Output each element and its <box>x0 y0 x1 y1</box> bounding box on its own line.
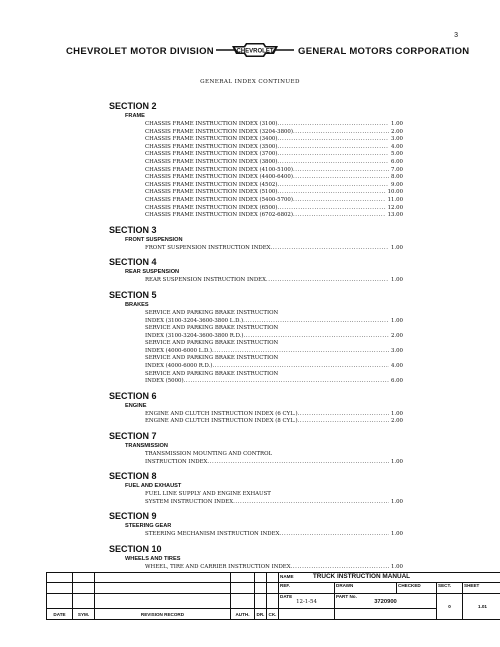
index-entry-line: TRANSMISSION MOUNTING AND CONTROL <box>145 451 273 458</box>
index-entry-title: CHASSIS FRAME INSTRUCTION INDEX (4400-6400) <box>145 174 293 181</box>
index-entry <box>145 333 403 341</box>
index-entry-number: 10.00 <box>387 189 403 196</box>
index-entry-title: CHASSIS FRAME INSTRUCTION INDEX (3400) <box>145 136 278 143</box>
sheet-value: 1.01 <box>463 594 500 620</box>
leader-dots <box>277 182 389 190</box>
index-entry-number: 5.00 <box>390 151 403 158</box>
section-heading: SECTION 8 <box>109 471 157 482</box>
index-entry <box>145 418 403 426</box>
index-entry-number: 1.00 <box>390 564 403 570</box>
index-entry <box>145 197 403 205</box>
leader-dots <box>277 205 385 213</box>
chevrolet-bowtie-logo <box>216 42 294 58</box>
index-entry <box>145 348 403 356</box>
sheet-label: SHEET <box>464 582 480 588</box>
leader-dots <box>293 129 389 137</box>
section-subheading: REAR SUSPENSION <box>125 269 180 276</box>
leader-dots <box>293 197 386 205</box>
index-entry-number: 1.00 <box>390 458 403 465</box>
page-number: 3 <box>454 32 458 39</box>
index-entry <box>145 363 403 371</box>
index-entry <box>145 459 403 467</box>
section-heading: SECTION 4 <box>109 257 157 268</box>
section-subheading: FRONT SUSPENSION <box>125 236 183 243</box>
index-entry-title: INDEX (4000-6000 R.D.) <box>145 363 213 370</box>
leader-dots <box>212 348 389 356</box>
index-entry <box>145 564 403 572</box>
index-entry <box>145 189 403 197</box>
index-entry-line: SERVICE AND PARKING BRAKE INSTRUCTION <box>145 340 279 347</box>
index-entry-title: CHASSIS FRAME INSTRUCTION INDEX (3204-3800) <box>145 128 293 135</box>
index-entry <box>145 499 403 507</box>
corporation-name: GENERAL MOTORS CORPORATION <box>298 46 470 57</box>
part-number: 3720900 <box>374 599 397 606</box>
index-entry-number: 9.00 <box>390 181 403 188</box>
index-entry-number: 4.00 <box>390 143 403 150</box>
bottom-date-label: DATE <box>47 609 73 620</box>
index-entry-title: STEERING MECHANISM INSTRUCTION INDEX <box>145 531 280 538</box>
date-value: 12-1-54 <box>296 599 317 606</box>
index-entry-number: 1.00 <box>390 244 403 251</box>
section-subheading: FUEL AND EXHAUST <box>125 483 182 490</box>
index-entry <box>145 318 403 326</box>
name-label: NAME <box>280 574 294 579</box>
index-entry-line: FUEL LINE SUPPLY AND ENGINE EXHAUST <box>145 491 271 498</box>
index-entry-line: SERVICE AND PARKING BRAKE INSTRUCTION <box>145 325 279 332</box>
division-name: CHEVROLET MOTOR DIVISION <box>66 46 214 57</box>
index-entry <box>145 136 403 144</box>
section-subheading: FRAME <box>125 113 145 119</box>
section-heading: SECTION 6 <box>109 390 157 401</box>
index-entry-title: CHASSIS FRAME INSTRUCTION INDEX (5100) <box>145 189 278 196</box>
page-header <box>0 42 500 60</box>
index-entry-line: SERVICE AND PARKING BRAKE INSTRUCTION <box>145 355 279 362</box>
index-content <box>109 101 409 572</box>
part-label: PART No. <box>336 594 357 600</box>
index-entry-line: SERVICE AND PARKING BRAKE INSTRUCTION <box>145 309 279 316</box>
section-heading: SECTION 3 <box>109 224 157 235</box>
index-entry-line: SERVICE AND PARKING BRAKE INSTRUCTION <box>145 370 279 377</box>
index-entry-number: 2.00 <box>390 418 403 425</box>
manual-name: TRUCK INSTRUCTION MANUAL <box>312 573 411 580</box>
index-entry-title: CHASSIS FRAME INSTRUCTION INDEX (3800) <box>145 158 278 165</box>
index-entry-title: FRONT SUSPENSION INSTRUCTION INDEX <box>145 244 271 251</box>
index-entry-title: CHASSIS FRAME INSTRUCTION INDEX (3500) <box>145 143 278 150</box>
ck-label: CK. <box>267 609 279 620</box>
leader-dots <box>244 333 389 341</box>
auth-label: AUTH. <box>231 609 255 620</box>
checked-label: CHECKED <box>398 582 421 588</box>
index-entry-title: CHASSIS FRAME INSTRUCTION INDEX (5400-5700) <box>145 196 293 203</box>
index-entry-number: 1.00 <box>390 498 403 505</box>
leader-dots <box>277 151 389 159</box>
index-entry-title: INDEX (4000-6000 L.D.) <box>145 347 212 354</box>
drawn-label: DRAWN <box>336 582 354 588</box>
index-entry-number: 13.00 <box>387 212 403 219</box>
section-heading: SECTION 2 <box>109 101 157 111</box>
section-subheading: ENGINE <box>125 402 147 409</box>
leader-dots <box>277 136 389 144</box>
index-entry <box>145 378 403 386</box>
bottom-sym-label: SYM. <box>73 609 95 620</box>
index-entry-title: WHEEL, TIRE AND CARRIER INSTRUCTION INDEX <box>145 564 291 570</box>
revision-record-label: REVISION RECORD <box>95 609 231 620</box>
leader-dots <box>293 174 389 182</box>
index-entry-number: 11.00 <box>387 196 403 203</box>
leader-dots <box>291 564 389 572</box>
index-entry-number: 8.00 <box>390 174 403 181</box>
leader-dots <box>184 378 389 386</box>
section-heading: SECTION 10 <box>109 544 162 554</box>
index-entry <box>145 531 403 539</box>
leader-dots <box>277 144 389 152</box>
index-entry-title: INDEX (3100-3204-3600-3800 L.D.) <box>145 317 244 324</box>
leader-dots <box>298 411 389 419</box>
index-entry-title: CHASSIS FRAME INSTRUCTION INDEX (6702-6802) <box>145 212 293 219</box>
index-entry-number: 2.00 <box>390 332 403 339</box>
index-entry-title: INSTRUCTION INDEX <box>145 458 208 465</box>
leader-dots <box>207 459 389 467</box>
index-entry <box>145 159 403 167</box>
index-entry-number: 12.00 <box>387 204 403 211</box>
leader-dots <box>277 121 389 129</box>
index-entry-title: INDEX (3100-3204-3600-3800 R.D.) <box>145 332 244 339</box>
index-entry-title: ENGINE AND CLUTCH INSTRUCTION INDEX (8 CYL.) <box>145 418 298 425</box>
index-entry-title: REAR SUSPENSION INSTRUCTION INDEX <box>145 277 266 284</box>
index-entry <box>145 212 403 220</box>
index-entry-title: CHASSIS FRAME INSTRUCTION INDEX (4502) <box>145 181 278 188</box>
leader-dots <box>266 277 389 285</box>
index-entry-number: 6.00 <box>390 158 403 165</box>
index-entry <box>145 277 403 285</box>
leader-dots <box>293 212 386 220</box>
index-entry-number: 2.00 <box>390 128 403 135</box>
section-heading: SECTION 5 <box>109 289 157 300</box>
leader-dots <box>277 159 389 167</box>
ref-label: REF. <box>280 582 290 588</box>
index-entry-number: 7.00 <box>390 166 403 173</box>
index-entry-title: ENGINE AND CLUTCH INSTRUCTION INDEX (6 CYL.) <box>145 410 298 417</box>
leader-dots <box>298 418 389 426</box>
sect-label: SECT. <box>438 582 452 588</box>
index-entry-title: SYSTEM INSTRUCTION INDEX <box>145 498 234 505</box>
section-subheading: TRANSMISSION <box>125 443 168 450</box>
index-entry-number: 1.00 <box>390 410 403 417</box>
index-entry-number: 1.00 <box>390 121 403 127</box>
section-subheading: WHEELS AND TIRES <box>125 556 181 562</box>
index-entry-title: CHASSIS FRAME INSTRUCTION INDEX (3100) <box>145 121 278 127</box>
date-label: DATE <box>280 594 293 600</box>
index-entry <box>145 205 403 213</box>
section-heading: SECTION 9 <box>109 511 157 522</box>
sect-value: 0 <box>437 594 463 620</box>
index-entry <box>145 151 403 159</box>
index-entry-number: 3.00 <box>390 347 403 354</box>
index-entry-number: 1.00 <box>390 277 403 284</box>
page-subtitle: GENERAL INDEX CONTINUED <box>200 79 300 85</box>
index-entry <box>145 245 403 253</box>
index-entry-number: 3.00 <box>390 136 403 143</box>
index-entry-number: 1.00 <box>390 317 403 324</box>
logo-text: CHEVROLET <box>236 48 274 55</box>
index-entry-title: CHASSIS FRAME INSTRUCTION INDEX (3700) <box>145 151 278 158</box>
index-entry <box>145 174 403 182</box>
index-entry-number: 6.00 <box>390 378 403 385</box>
index-entry <box>145 121 403 129</box>
section-heading: SECTION 7 <box>109 431 157 442</box>
index-entry-title: CHASSIS FRAME INSTRUCTION INDEX (4100-5100) <box>145 166 293 173</box>
section-subheading: BRAKES <box>125 301 149 308</box>
section-subheading: STEERING GEAR <box>125 523 172 530</box>
leader-dots <box>293 167 389 175</box>
index-entry-title: CHASSIS FRAME INSTRUCTION INDEX (6500) <box>145 204 278 211</box>
dr-label: DR. <box>255 609 267 620</box>
leader-dots <box>233 499 389 507</box>
index-entry-title: INDEX (5000) <box>145 378 184 385</box>
index-entry-number: 1.00 <box>390 531 403 538</box>
leader-dots <box>271 245 389 253</box>
index-entry-number: 4.00 <box>390 363 403 370</box>
leader-dots <box>243 318 389 326</box>
leader-dots <box>277 189 385 197</box>
leader-dots <box>279 531 389 539</box>
leader-dots <box>212 363 389 371</box>
title-block <box>46 572 487 620</box>
